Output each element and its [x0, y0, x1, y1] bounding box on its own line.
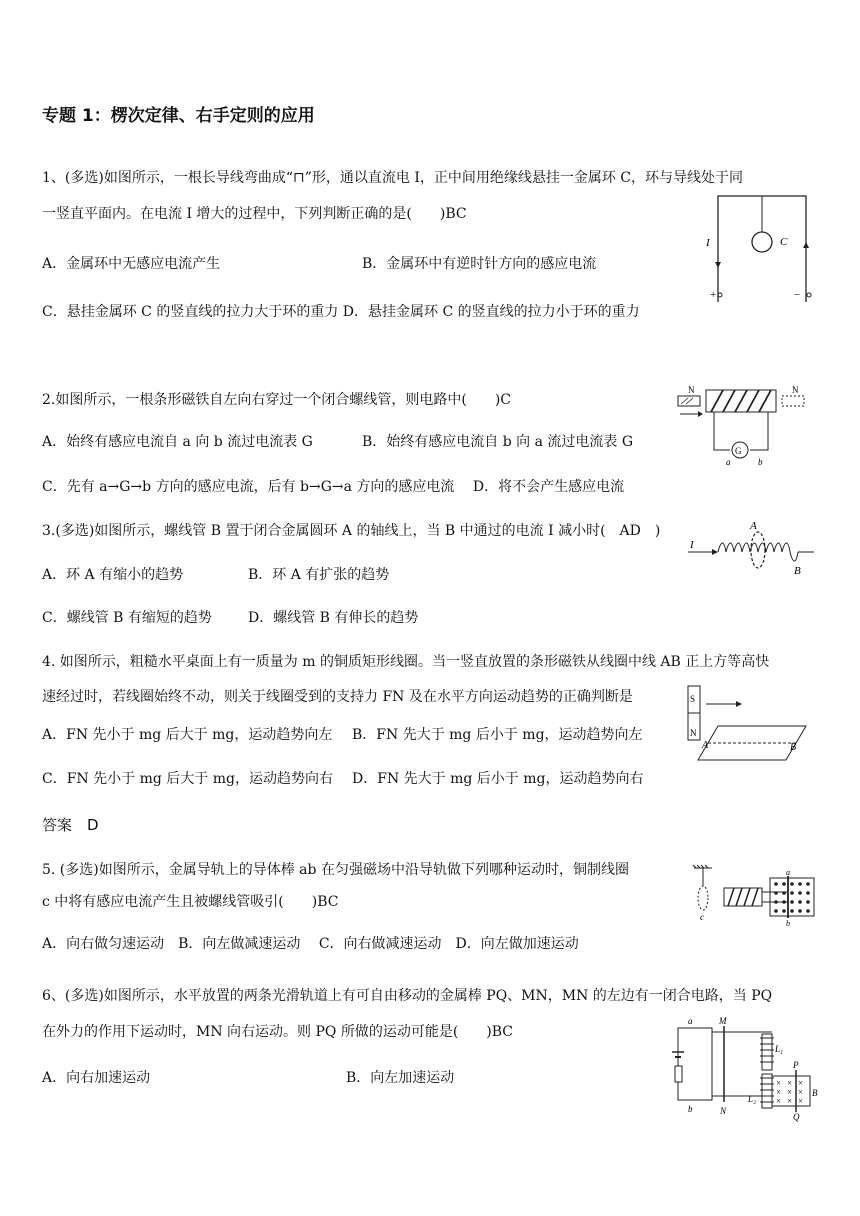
field-dot: [790, 900, 794, 904]
field-dot: [782, 882, 786, 886]
q3-option-c: C．螺线管 B 有缩短的趋势: [42, 610, 212, 626]
q3-option-b: B．环 A 有扩张的趋势: [248, 567, 390, 583]
field-dot: [790, 909, 794, 913]
q1-option-b: B．金属环中有逆时针方向的感应电流: [362, 256, 597, 272]
q4-option-c: C．FN 先小于 mg 后大于 mg，运动趋势向右: [42, 771, 333, 787]
q2-b-label: b: [758, 457, 763, 467]
q3-i-label: I: [690, 539, 694, 551]
coil-l2-icon: [762, 1074, 772, 1108]
coil-l1-icon: [762, 1034, 772, 1070]
metal-ring-icon: [752, 232, 772, 252]
q1-stem-line1: 1、(多选)如图所示，一根长导线弯曲成“⊓”形，通以直流电 I，正中间用绝缘线悬挂一金属环 C，环与导线处于同: [42, 170, 744, 186]
q6-l1-label: L₁: [775, 1044, 784, 1054]
field-cross: ×: [798, 1096, 804, 1106]
q2-stem-line1: 2.如图所示，一根条形磁铁自左向右穿过一个闭合螺线管，则电路中( )C: [42, 392, 511, 408]
q4-option-d: D．FN 先大于 mg 后小于 mg，运动趋势向右: [352, 771, 644, 787]
q6-stem-line1: 6、(多选)如图所示，水平放置的两条光滑轨道上有可自由移动的金属棒 PQ、MN，MN 的左边有一闭合电路，当 PQ: [42, 988, 773, 1004]
field-dot: [798, 882, 802, 886]
q5-options: A．向右做匀速运动 B．向左做减速运动 C．向右做减速运动 D．向左做加速运动: [42, 936, 579, 952]
q4-stem-line2: 速经过时，若线圈始终不动，则关于线圈受到的支持力 FN 及在水平方向运动趋势的正确判断是: [42, 689, 633, 705]
field-dot: [790, 882, 794, 886]
q6-figure: [672, 1014, 822, 1124]
field-cross: ×: [787, 1087, 793, 1097]
q4-figure: [684, 684, 814, 766]
field-dot: [798, 909, 802, 913]
field-cross: ×: [776, 1096, 782, 1106]
q4-option-a: A．FN 先小于 mg 后大于 mg，运动趋势向左: [42, 727, 333, 743]
q6-a-label: a: [688, 1016, 693, 1026]
q6-b-label: b: [688, 1104, 693, 1114]
q2-g-label: G: [735, 446, 742, 456]
q1-stem-line2: 一竖直平面内。在电流 I 增大的过程中，下列判断正确的是( )BC: [42, 206, 467, 222]
q5-stem-line1: 5. (多选)如图所示，金属导轨上的导体棒 ab 在匀强磁场中沿导轨做下列哪种运动时，铜制线圈: [42, 862, 629, 878]
field-dot: [774, 909, 778, 913]
q2-figure: [678, 382, 818, 467]
field-dot: [774, 891, 778, 895]
q6-p-label: P: [793, 1060, 799, 1070]
magnetic-field-dots: [774, 882, 810, 913]
field-cross: ×: [787, 1078, 793, 1088]
q6-option-b: B．向左加速运动: [346, 1070, 455, 1086]
q4-b-label: B: [790, 742, 797, 753]
q4-stem-line1: 4. 如图所示，粗糙水平桌面上有一质量为 m 的铜质矩形线圈。当一竖直放置的条形磁铁从线圈中线 AB 正上方等高快: [42, 654, 770, 670]
copper-coil-c-icon: [698, 886, 708, 910]
q4-a-label: A: [702, 740, 709, 751]
field-dot: [798, 891, 802, 895]
q5-a-label: a: [786, 868, 790, 877]
q5-b-label: b: [786, 919, 790, 928]
q3-stem-line1: 3.(多选)如图所示，螺线管 B 置于闭合金属圆环 A 的轴线上，当 B 中通过的电流 I 减小时( AD ): [42, 523, 661, 539]
q3-option-d: D．螺线管 B 有伸长的趋势: [248, 610, 419, 626]
page-title: 专题 1：楞次定律、右手定则的应用: [42, 106, 315, 126]
q4-answer: 答案 D: [42, 816, 99, 834]
q5-c-label: c: [700, 912, 704, 922]
q6-m-label: M: [719, 1016, 727, 1026]
q1-option-a: A．金属环中无感应电流产生: [42, 256, 221, 272]
q4-n-label: N: [690, 728, 697, 738]
q6-q-label: Q: [793, 1112, 800, 1122]
q1-current-label: I: [706, 237, 710, 249]
field-cross: ×: [787, 1096, 793, 1106]
q2-n-left: N: [688, 385, 695, 395]
field-dot: [790, 891, 794, 895]
field-dot: [782, 891, 786, 895]
q4-s-label: S: [690, 694, 696, 704]
field-cross: ×: [798, 1078, 804, 1088]
field-dot: [798, 900, 802, 904]
magnetic-field-crosses: [776, 1078, 803, 1106]
q1-figure: [706, 190, 820, 305]
q3-option-a: A．环 A 有缩小的趋势: [42, 567, 184, 583]
q2-n-right: N: [792, 385, 799, 395]
field-dot: [806, 900, 810, 904]
q6-b-field-label: B: [812, 1088, 818, 1098]
field-dot: [774, 900, 778, 904]
q3-a-label: A: [750, 520, 757, 532]
field-dot: [806, 891, 810, 895]
field-dot: [782, 900, 786, 904]
q6-l2-label: L₂: [748, 1094, 757, 1104]
field-cross: ×: [776, 1087, 782, 1097]
q1-ring-label: C: [780, 236, 788, 248]
field-cross: ×: [776, 1078, 782, 1088]
solenoid-icon: [718, 543, 798, 561]
q6-stem-line2: 在外力的作用下运动时，MN 向右运动。则 PQ 所做的运动可能是( )BC: [42, 1024, 514, 1040]
q2-option-cd: C．先有 a→G→b 方向的感应电流，后有 b→G→a 方向的感应电流 D．将不会产生感应电流: [42, 479, 625, 495]
q2-a-label: a: [726, 457, 731, 467]
field-dot: [782, 909, 786, 913]
q1-plus-label: +: [710, 289, 717, 301]
field-dot: [806, 882, 810, 886]
q4-option-b: B．FN 先大于 mg 后小于 mg，运动趋势向左: [352, 727, 643, 743]
q6-n-label: N: [720, 1106, 727, 1116]
q2-option-a: A．始终有感应电流自 a 向 b 流过电流表 G: [42, 434, 313, 450]
solenoid-icon: [724, 888, 762, 906]
q6-option-a: A．向右加速运动: [42, 1070, 151, 1086]
q3-b-label: B: [794, 565, 801, 577]
q2-option-b: B．始终有感应电流自 b 向 a 流过电流表 G: [362, 434, 634, 450]
field-cross: ×: [798, 1087, 804, 1097]
q5-figure: [690, 864, 820, 928]
field-dot: [806, 909, 810, 913]
q5-stem-line2: c 中将有感应电流产生且被螺线管吸引( )BC: [42, 894, 339, 910]
field-dot: [774, 882, 778, 886]
resistor-icon: [675, 1066, 682, 1082]
q1-option-cd: C．悬挂金属环 C 的竖直线的拉力大于环的重力 D．悬挂金属环 C 的竖直线的拉力小于环的重力: [42, 304, 640, 320]
q1-minus-label: −: [794, 289, 801, 301]
q3-figure: [688, 518, 818, 578]
